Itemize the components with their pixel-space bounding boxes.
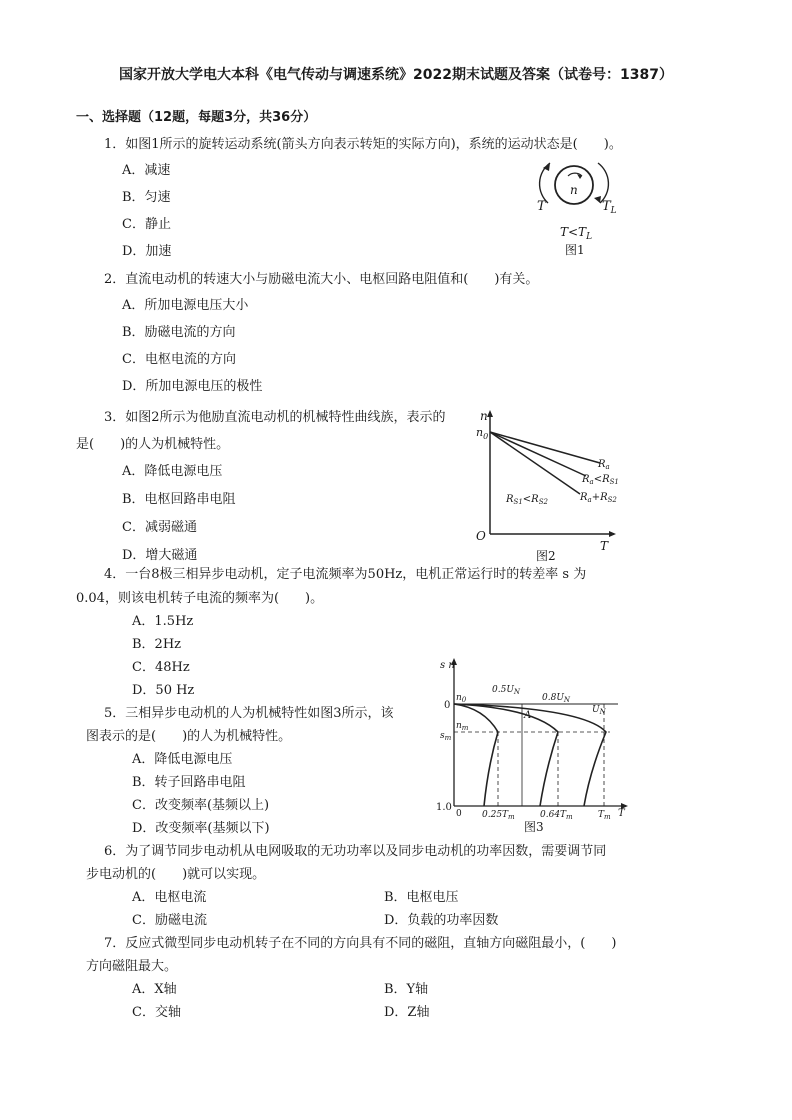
- svg-text:0.25Tm: $0.25T_m$: [482, 810, 515, 821]
- question-1-option-c[interactable]: C．静止: [122, 217, 171, 232]
- question-4-stem-line-1: 4．一台8极三相异步电动机，定子电流频率为50Hz，电机正常运行时的转差率 s 为: [104, 567, 587, 582]
- figure-1-condition-sub: L: [586, 232, 593, 242]
- question-7-option-b[interactable]: B．Y轴: [384, 982, 429, 997]
- question-4-option-c[interactable]: C．48Hz: [132, 660, 190, 675]
- svg-text:nm: $n_m$: [456, 721, 469, 732]
- figure-2-note: R: [506, 494, 514, 505]
- figure-3-n0: n: [456, 693, 462, 703]
- figure-1: [528, 158, 628, 258]
- figure-2-caption: 图2: [536, 549, 556, 563]
- figure-1-condition: T<T: [560, 225, 587, 239]
- figure-3-x-label: T: [618, 808, 625, 819]
- figure-3-curve-label-1: 0.5U: [492, 685, 514, 695]
- figure-1-torque-right: T: [602, 199, 611, 214]
- question-3-option-b[interactable]: B．电枢回路串电阻: [122, 492, 236, 507]
- question-7-option-c[interactable]: C．交轴: [132, 1005, 181, 1020]
- page-title: 国家开放大学电大本科《电气传动与调速系统》2022期末试题及答案（试卷号：1387）: [119, 67, 673, 83]
- figure-2-x-arrowhead: [609, 531, 616, 537]
- question-6-option-c[interactable]: C．励磁电流: [132, 913, 207, 928]
- figure-2-curve-ra: [490, 432, 600, 463]
- question-1-option-d[interactable]: D．加速: [122, 244, 172, 259]
- figure-3-x-tick-3: T: [598, 810, 605, 820]
- question-3-option-c[interactable]: C．减弱磁通: [122, 520, 197, 535]
- question-7-stem-line-1: 7．反应式微型同步电动机转子在不同的方向具有不同的磁阻，直轴方向磁阻最小，( ): [104, 936, 617, 951]
- figure-2-curve-rs1: [490, 432, 586, 476]
- figure-2-curve-3-label: R: [580, 492, 588, 503]
- figure-3-curve-05un: [454, 704, 498, 806]
- question-7-stem-line-2: 方向磁阻最大。: [86, 959, 178, 974]
- question-5-stem-line-2: 图表示的是( )的人为机械特性。: [86, 729, 292, 744]
- figure-3-x-tick-1: 0.25T: [482, 810, 509, 820]
- figure-3-n-label: n: [448, 660, 455, 671]
- question-7-option-a[interactable]: A．X轴: [132, 982, 177, 997]
- question-5-option-b[interactable]: B．转子回路串电阻: [132, 775, 246, 790]
- section-heading: 一、选择题（12题，每题3分，共36分）: [76, 110, 317, 125]
- question-4-stem-line-2: 0.04，则该电机转子电流的频率为( )。: [76, 591, 324, 606]
- svg-text:n0: $n_0$: [456, 693, 467, 704]
- figure-3-curve-label-2: 0.8U: [542, 693, 564, 703]
- svg-text:s n: [440, 660, 455, 671]
- question-5-option-c[interactable]: C．改变频率(基频以上): [132, 798, 270, 813]
- figure-2-x-label: T: [600, 539, 609, 553]
- figure-3: [434, 656, 634, 836]
- figure-2-curve-1-label-sub: a: [605, 463, 610, 471]
- figure-2-n0-sub: 0: [483, 432, 489, 441]
- figure-2-n0: n: [476, 426, 484, 439]
- svg-text:T<TL: [560, 225, 592, 242]
- figure-3-y-top: 0: [444, 700, 451, 711]
- question-2-option-d[interactable]: D．所加电源电压的极性: [122, 379, 263, 394]
- figure-2-y-arrowhead: [487, 410, 493, 417]
- figure-3-s-label: s: [440, 660, 446, 671]
- figure-1-torque-left: T: [537, 199, 546, 214]
- question-2-option-b[interactable]: B．励磁电流的方向: [122, 325, 236, 340]
- figure-3-point-a: A: [524, 710, 532, 721]
- figure-3-x-origin: 0: [456, 809, 462, 819]
- svg-text:UN: $U_N$: [592, 705, 606, 716]
- question-3-stem-line-2: 是( )的人为机械特性。: [76, 437, 230, 452]
- svg-text:Ra+RS2: $R_a+R_{S2}$: [580, 492, 617, 504]
- svg-text:Ra: [597, 459, 610, 471]
- question-7-option-d[interactable]: D．Z轴: [384, 1005, 430, 1020]
- figure-3-curve-label-3: U: [592, 705, 600, 715]
- question-2-stem: 2．直流电动机的转速大小与励磁电流大小、电枢回路电阻值和( )有关。: [104, 272, 539, 287]
- figure-2-curve-2-label: R: [582, 474, 590, 485]
- question-2-option-a[interactable]: A．所加电源电压大小: [122, 298, 249, 313]
- figure-1-speed-label: n: [570, 183, 578, 197]
- question-1-stem: 1．如图1所示的旋转运动系统(箭头方向表示转矩的实际方向)，系统的运动状态是( )。: [104, 137, 622, 152]
- question-6-stem-line-1: 6．为了调节同步电动机从电网吸取的无功功率以及同步电动机的功率因数，需要调节同: [104, 844, 607, 859]
- figure-3-curve-08un: [454, 704, 558, 806]
- figure-1-torque-right-sub: L: [610, 206, 617, 216]
- question-5-stem-line-1: 5．三相异步电动机的人为机械特性如图3所示，该: [104, 706, 394, 721]
- svg-text:0.5UN: $0.5U_N$: [492, 685, 521, 696]
- figure-2-origin: O: [476, 529, 486, 543]
- svg-text:Ra<RS1: $R_a<R_{S1}$: [582, 474, 619, 486]
- question-4-option-b[interactable]: B．2Hz: [132, 637, 182, 652]
- svg-text:RS1<RS2: $R_{S1}<R_{S2}$: [506, 494, 548, 506]
- figure-3-x-tick-2: 0.64T: [540, 810, 567, 820]
- figure-3-sm: s: [440, 731, 445, 741]
- figure-2: [470, 408, 630, 566]
- figure-3-nm: n: [456, 721, 462, 731]
- question-3-stem-line-1: 3．如图2所示为他励直流电动机的机械特性曲线族，表示的: [104, 410, 446, 425]
- question-4-option-a[interactable]: A．1.5Hz: [132, 614, 194, 629]
- svg-text:0.64Tm: $0.64T_m$: [540, 810, 573, 821]
- question-3-option-d[interactable]: D．增大磁通: [122, 548, 198, 563]
- question-6-option-b[interactable]: B．电枢电压: [384, 890, 459, 905]
- question-5-option-d[interactable]: D．改变频率(基频以下): [132, 821, 270, 836]
- svg-text:Tm: $T_m$: [598, 810, 611, 821]
- question-3-option-a[interactable]: A．降低电源电压: [122, 464, 223, 479]
- figure-3-caption: 图3: [524, 820, 544, 834]
- question-4-option-d[interactable]: D．50 Hz: [132, 683, 195, 698]
- question-1-option-b[interactable]: B．匀速: [122, 190, 171, 205]
- svg-text:TL: [602, 199, 617, 216]
- svg-text:sm: $s_m$: [440, 731, 452, 742]
- figure-2-curve-1-label: R: [598, 459, 606, 470]
- figure-2-y-label: n: [480, 409, 488, 423]
- svg-text:0.8UN: $0.8U_N$: [542, 693, 571, 704]
- figure-2-curve-rs2: [490, 432, 580, 494]
- figure-1-caption: 图1: [565, 243, 585, 257]
- question-6-option-d[interactable]: D．负载的功率因数: [384, 913, 499, 928]
- figure-1-right-torque-arrowhead: [594, 196, 601, 203]
- question-2-option-c[interactable]: C．电枢电流的方向: [122, 352, 236, 367]
- svg-text:n0: [476, 426, 488, 441]
- question-6-stem-line-2: 步电动机的( )就可以实现。: [86, 867, 266, 882]
- question-1-option-a[interactable]: A．减速: [122, 163, 171, 178]
- question-6-option-a[interactable]: A．电枢电流: [132, 890, 207, 905]
- question-5-option-a[interactable]: A．降低电源电压: [132, 752, 233, 767]
- figure-3-y-bottom: 1.0: [436, 802, 452, 813]
